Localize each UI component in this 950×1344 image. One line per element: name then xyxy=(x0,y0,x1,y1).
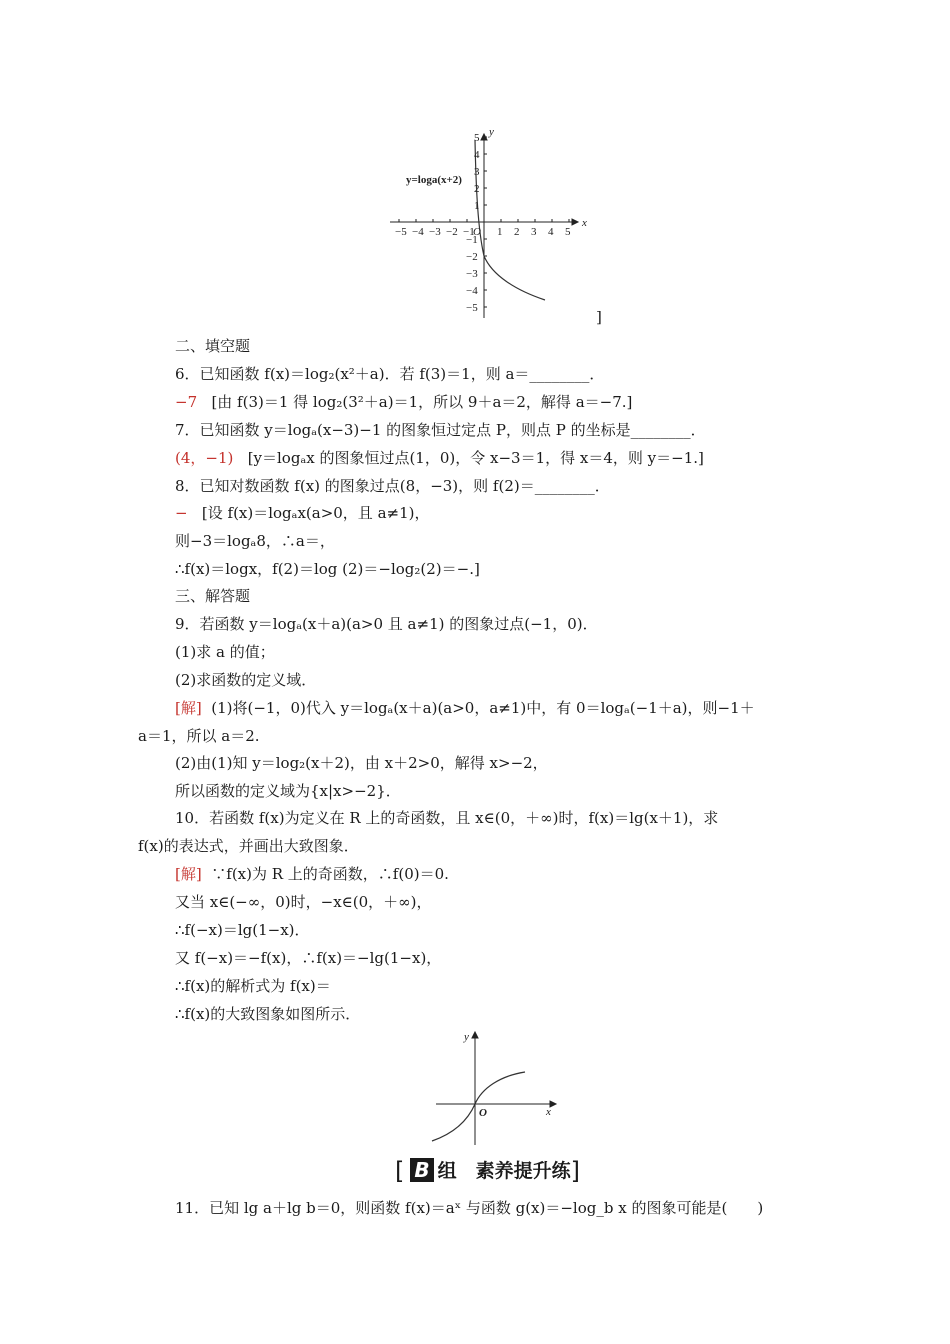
q10-solution-2: 又当 x∈(−∞，0)时，−x∈(0，＋∞)， xyxy=(175,893,432,911)
y-tick-label: −3 xyxy=(466,268,478,280)
q7-question: 7．已知函数 y＝logₐ(x−3)−1 的图象恒过定点 P，则点 P 的坐标是________． xyxy=(175,421,706,439)
q10-question-a: 10．若函数 f(x)为定义在 R 上的奇函数，且 x∈(0，＋∞)时，f(x)＝lg(x＋1)，求 xyxy=(175,809,719,827)
q7-solution-text: [y＝logₐx 的图象恒过点(1，0)，令 x−3＝1，得 x＝4，则 y＝−1.] xyxy=(247,449,704,467)
q6-solution xyxy=(175,392,632,412)
y-tick-label: −1 xyxy=(466,234,478,246)
y-tick-label: 1 xyxy=(474,200,480,212)
q9-solution-1b: a＝1，所以 a＝2. xyxy=(138,727,260,745)
y-axis-label: y xyxy=(489,126,494,138)
q10-question-b: f(x)的表达式，并画出大致图象． xyxy=(138,837,359,855)
q7-answer: (4，−1) xyxy=(175,449,234,467)
x-axis-label-2: x xyxy=(546,1106,551,1118)
q9-part2: (2)求函数的定义域． xyxy=(175,671,317,689)
group-b-banner xyxy=(395,1156,580,1185)
banner-right-bracket: ] xyxy=(570,1157,581,1185)
group-b-mark: B xyxy=(410,1158,433,1182)
q9-solution-2a: (2)由(1)知 y＝log₂(x＋2)，由 x＋2>0，解得 x>−2， xyxy=(175,754,548,772)
x-tick-label: O xyxy=(473,226,481,238)
q9-jie: [解] xyxy=(175,699,202,717)
q9-part1: (1)求 a 的值； xyxy=(175,643,275,661)
y-tick-label: 5 xyxy=(474,132,480,144)
x-tick-label: 5 xyxy=(565,226,571,238)
q6-answer: −7 xyxy=(175,393,198,411)
closing-bracket: ] xyxy=(596,308,602,326)
q8-solution-1 xyxy=(175,503,429,523)
x-tick-label: 4 xyxy=(548,226,554,238)
x-tick-label: −2 xyxy=(446,226,458,238)
q9-solution-2b: 所以函数的定义域为{x|x>−2}． xyxy=(175,782,401,800)
y-tick-label: −5 xyxy=(466,302,478,314)
q8-solution-text-1: [设 f(x)＝logₐx(a>0，且 a≠1)， xyxy=(201,504,430,522)
y-tick-label: 2 xyxy=(474,183,480,195)
q10-solution-4: 又 f(−x)＝−f(x)，∴f(x)＝−lg(1−x)， xyxy=(175,949,442,967)
q8-solution-3: ∴f(x)＝logx，f(2)＝log (2)＝−log₂(2)＝−.] xyxy=(175,560,480,578)
q9-solution-1a xyxy=(175,698,755,718)
x-tick-label: 3 xyxy=(531,226,537,238)
x-tick-label: 1 xyxy=(497,226,503,238)
log-graph-1 xyxy=(380,125,620,330)
log-graph-2 xyxy=(425,1025,565,1150)
q6-question: 6．已知函数 f(x)＝log₂(x²＋a)．若 f(3)＝1，则 a＝________． xyxy=(175,365,605,383)
q11-question: 11．已知 lg a＋lg b＝0，则函数 f(x)＝aˣ 与函数 g(x)＝−log_b x 的图象可能是( ) xyxy=(175,1199,764,1217)
origin-label-2: O xyxy=(479,1107,487,1119)
x-tick-label: −1 xyxy=(463,226,475,238)
x-tick-label: −5 xyxy=(395,226,407,238)
banner-left-bracket: [ xyxy=(395,1157,405,1185)
y-tick-label: 3 xyxy=(474,166,480,178)
section-fill-blank-title: 二、填空题 xyxy=(175,337,251,355)
section-answer-title: 三、解答题 xyxy=(175,587,251,605)
q10-solution-1 xyxy=(175,864,449,884)
curve-label: y=loga(x+2) xyxy=(406,174,462,186)
y-tick-label: −2 xyxy=(466,251,478,263)
y-tick-label: 4 xyxy=(474,149,480,161)
q8-solution-2: 则−3＝logₐ8，∴a＝， xyxy=(175,532,335,550)
q9-sol1a: (1)将(−1，0)代入 y＝logₐ(x＋a)(a>0，a≠1)中，有 0＝logₐ(−1＋a)，则−1＋ xyxy=(211,699,755,717)
q10-solution-5: ∴f(x)的解析式为 f(x)＝ xyxy=(175,977,331,995)
x-axis-label: x xyxy=(582,217,587,229)
x-tick-label: −4 xyxy=(412,226,424,238)
q10-solution-3: ∴f(−x)＝lg(1−x)． xyxy=(175,921,310,939)
q6-solution-text: [由 f(3)＝1 得 log₂(3²＋a)＝1，所以 9＋a＝2，解得 a＝−7.] xyxy=(211,393,633,411)
q8-question: 8．已知对数函数 f(x) 的图象过点(8，−3)，则 f(2)＝________． xyxy=(175,477,610,495)
x-tick-label: 2 xyxy=(514,226,520,238)
q8-answer: − xyxy=(175,504,188,522)
x-tick-label: −3 xyxy=(429,226,441,238)
q7-solution xyxy=(175,448,704,468)
y-axis-label-2: y xyxy=(464,1031,469,1043)
q9-question: 9．若函数 y＝logₐ(x＋a)(a>0 且 a≠1) 的图象过点(−1，0)． xyxy=(175,615,598,633)
banner-text: 组 素养提升练 xyxy=(437,1160,571,1182)
y-tick-label: −4 xyxy=(466,285,478,297)
q10-solution-6: ∴f(x)的大致图象如图所示． xyxy=(175,1005,361,1023)
q10-s1: ∵f(x)为 R 上的奇函数，∴f(0)＝0. xyxy=(211,865,449,883)
q10-jie: [解] xyxy=(175,865,202,883)
